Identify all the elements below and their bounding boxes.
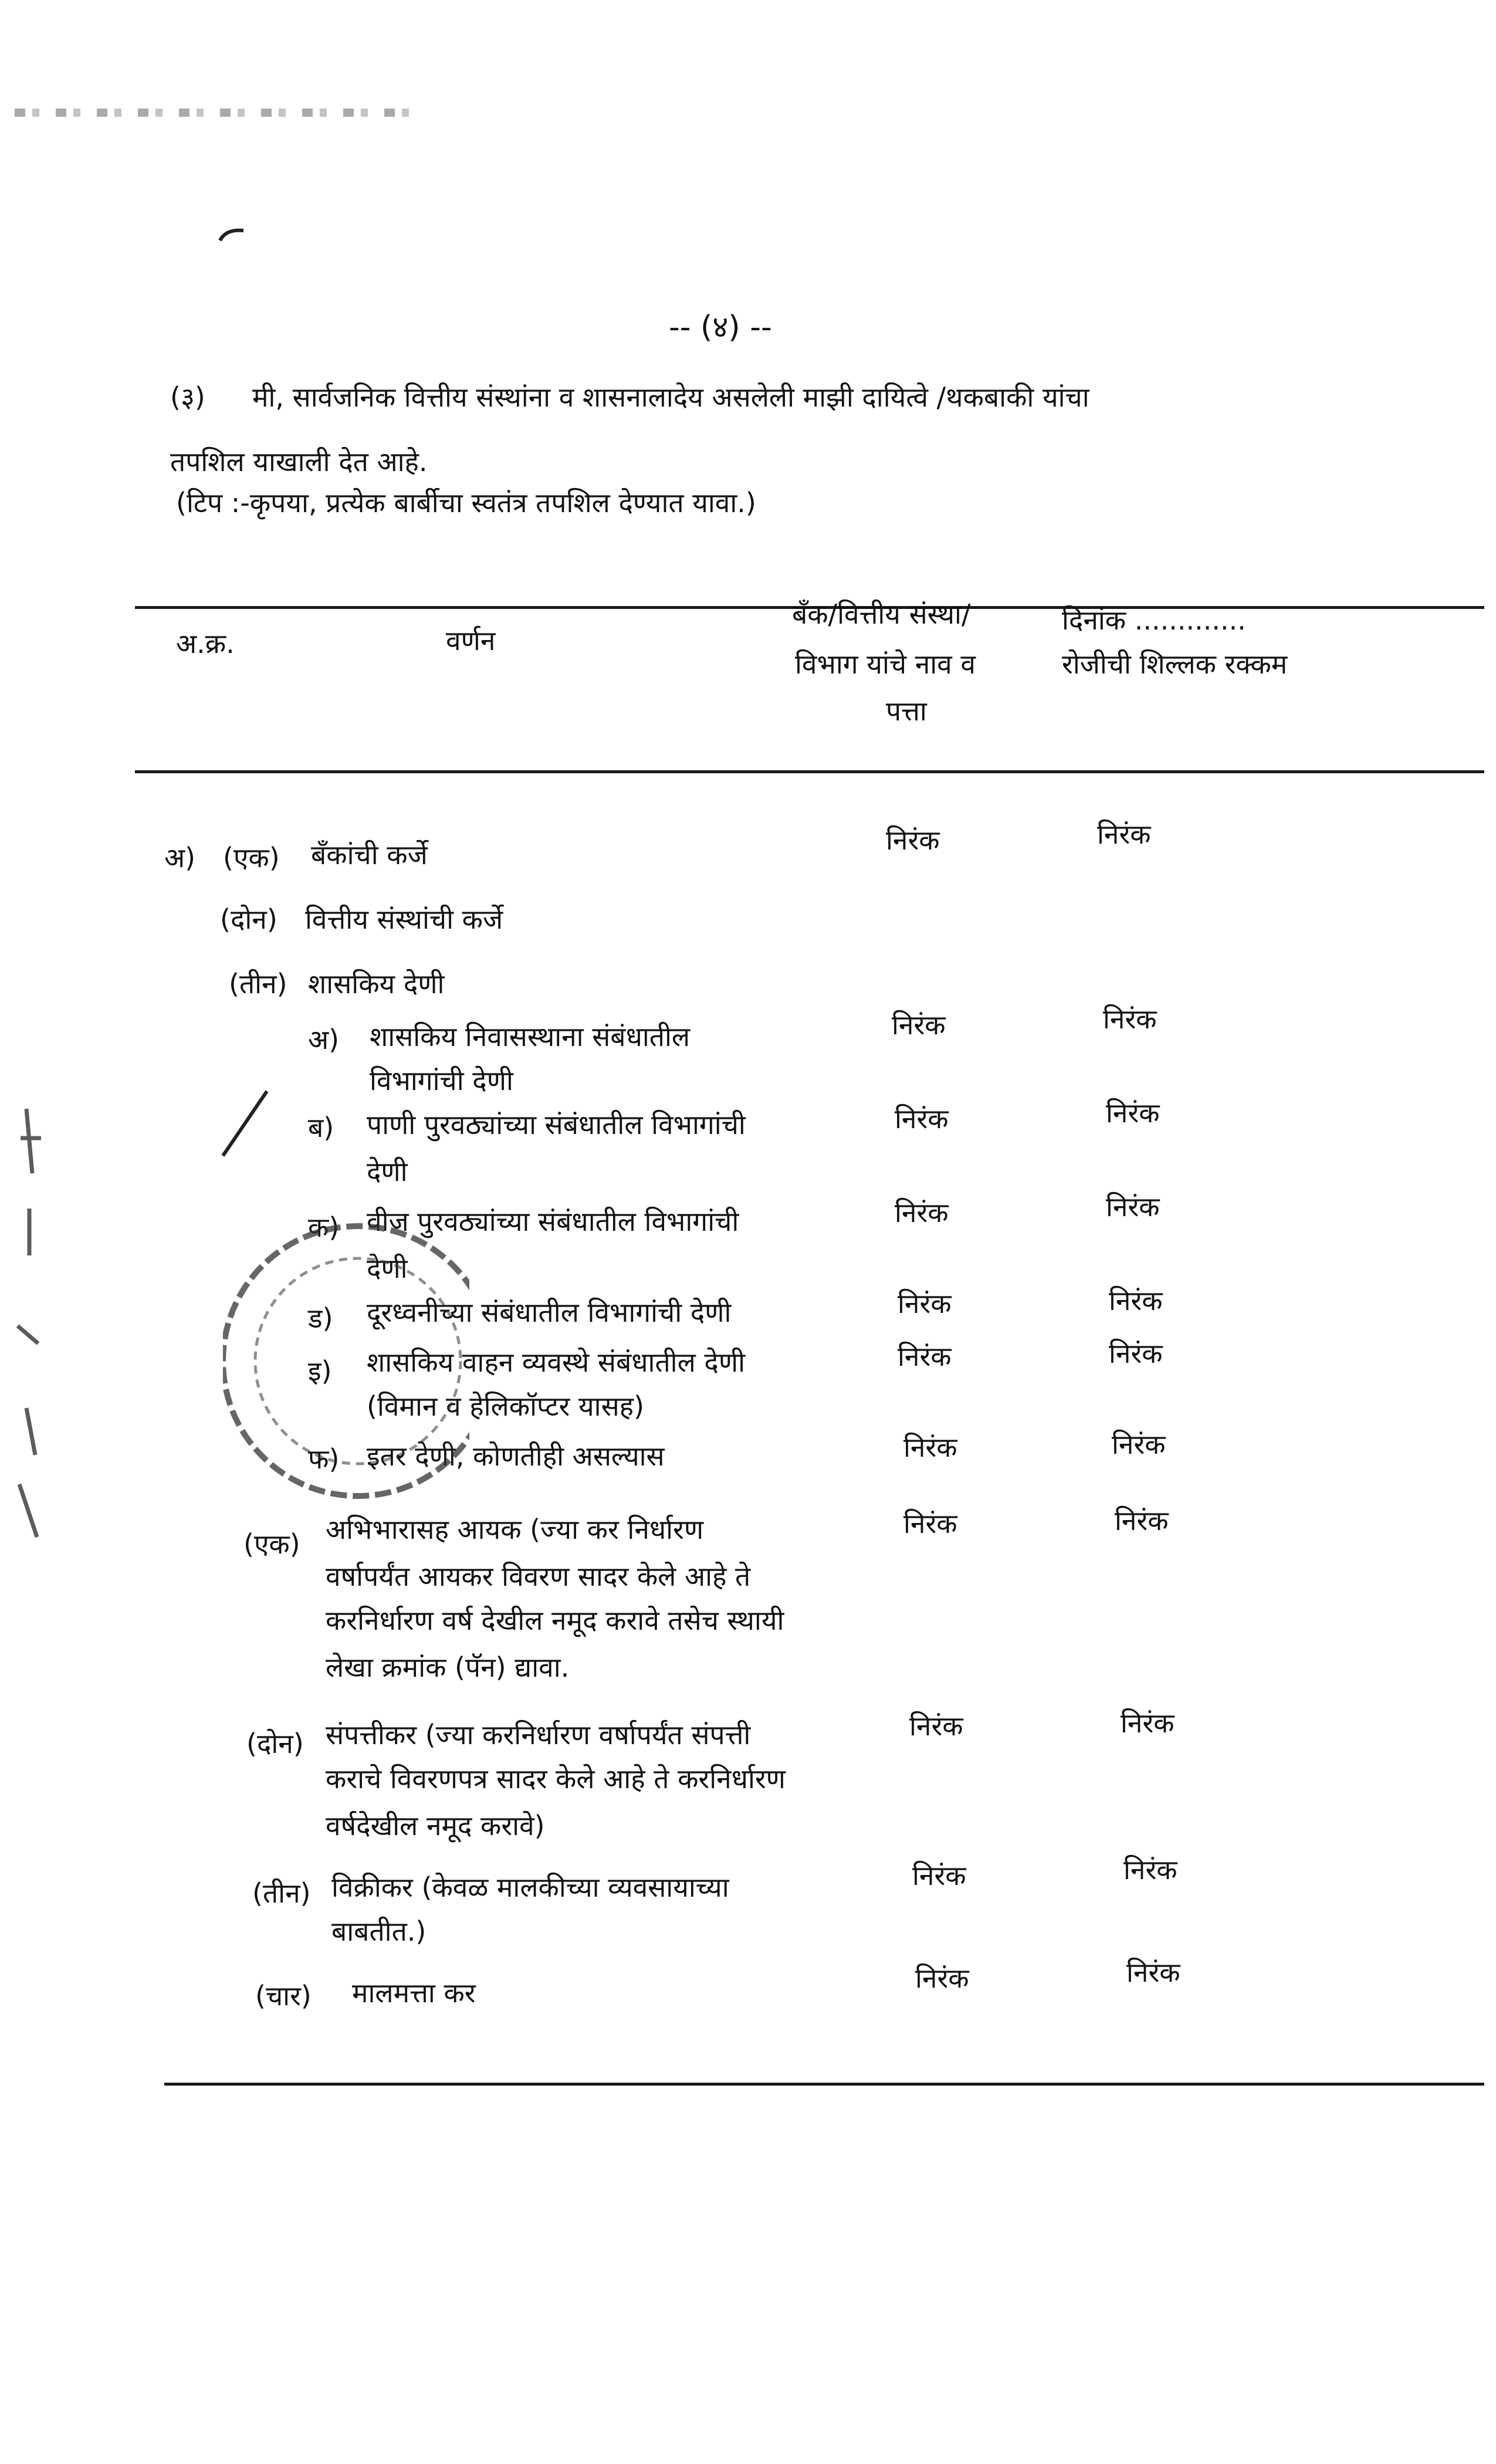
row-sub: इ) <box>308 1355 332 1387</box>
row-amount: निरंक <box>1109 1285 1163 1316</box>
row-text-continued: लेखा क्रमांक (पॅन) द्यावा. <box>326 1651 570 1683</box>
official-stamp <box>223 1167 469 1531</box>
margin-scribble <box>9 1103 50 1549</box>
row-sub: (एक) <box>223 842 280 874</box>
page-number: -- (४) -- <box>669 310 772 345</box>
row-text-continued: देणी <box>367 1156 408 1187</box>
row-bank: निरंक <box>892 1009 946 1041</box>
pen-mark <box>217 1085 276 1162</box>
row-amount: निरंक <box>1097 818 1151 850</box>
table-header-rule <box>135 770 1484 773</box>
row-sub: (तीन) <box>252 1877 311 1909</box>
row-amount: निरंक <box>1106 1097 1160 1129</box>
row-bank: निरंक <box>915 1962 969 1994</box>
header-bank-line-2: विभाग यांचे नाव व <box>795 648 976 680</box>
row-text-continued: वर्षदेखील नमूद करावे) <box>326 1810 545 1842</box>
row-text: विक्रीकर (केवळ मालकीच्या व्यवसायाच्या <box>331 1871 729 1903</box>
row-text: बँकांची कर्जे <box>311 839 428 871</box>
intro-number: (३) <box>170 381 205 413</box>
row-sub: ड) <box>308 1302 333 1334</box>
row-bank: निरंक <box>898 1341 952 1372</box>
row-text-continued: करनिर्धारण वर्ष देखील नमूद करावे तसेच स्थायी <box>326 1605 784 1636</box>
row-text: शासकिय देणी <box>308 968 445 1000</box>
row-amount: निरंक <box>1123 1854 1177 1886</box>
row-text-continued: (विमान व हेलिकॉप्टर यासह) <box>367 1390 645 1422</box>
row-sub: (दोन) <box>220 903 277 935</box>
row-bank: निरंक <box>903 1431 957 1463</box>
row-text: शासकिय वाहन व्यवस्थे संबंधातील देणी <box>367 1346 745 1378</box>
intro-note: (टिप :-कृपया, प्रत्येक बार्बीचा स्वतंत्र तपशिल देण्यात यावा.) <box>176 487 756 519</box>
header-bank-line-3: पत्ता <box>886 695 927 727</box>
row-bank: निरंक <box>903 1508 957 1539</box>
row-text-continued: देणी <box>367 1253 408 1284</box>
row-amount: निरंक <box>1109 1338 1163 1369</box>
header-bank-line-1: बँक/वित्तीय संस्था/ <box>792 598 971 630</box>
row-amount: निरंक <box>1103 1003 1157 1035</box>
table-bottom-rule <box>164 2083 1484 2086</box>
row-sub: फ) <box>308 1443 340 1475</box>
header-date-line-2: रोजीची शिल्लक रक्कम <box>1062 648 1288 680</box>
scan-artifact <box>15 109 414 117</box>
row-sub: (चार) <box>255 1980 312 2012</box>
row-bank: निरंक <box>886 824 940 856</box>
row-bank: निरंक <box>895 1103 949 1135</box>
row-sub: (एक) <box>243 1528 300 1560</box>
row-text: दूरध्वनीच्या संबंधातील विभागांची देणी <box>367 1297 732 1328</box>
row-text: संपत्तीकर (ज्या करनिर्धारण वर्षापर्यंत संपत्ती <box>326 1719 751 1751</box>
row-sub: (तीन) <box>229 968 287 1000</box>
intro-line-2: तपशिल याखाली देत आहे. <box>170 446 428 478</box>
header-description: वर्णन <box>446 625 496 656</box>
row-text: पाणी पुरवठ्यांच्या संबंधातील विभागांची <box>367 1109 746 1140</box>
row-text: मालमत्ता कर <box>352 1977 476 2009</box>
row-bank: निरंक <box>909 1710 963 1742</box>
row-bank: निरंक <box>895 1197 949 1228</box>
row-text: वीज पुरवठ्यांच्या संबंधातील विभागांची <box>367 1206 739 1237</box>
header-serial: अ.क्र. <box>176 628 235 659</box>
row-amount: निरंक <box>1112 1429 1166 1460</box>
row-text-continued: बाबतीत.) <box>331 1915 427 1947</box>
row-text: शासकिय निवासस्थाना संबंधातील <box>370 1021 691 1052</box>
row-text: अभिभारासह आयक (ज्या कर निर्धारण <box>326 1514 704 1545</box>
pen-mark <box>217 226 246 243</box>
row-text-continued: कराचे विवरणपत्र सादर केले आहे ते करनिर्धारण <box>326 1763 786 1795</box>
row-text: वित्तीय संस्थांची कर्जे <box>305 903 503 935</box>
row-sub: (दोन) <box>246 1728 304 1759</box>
header-date-line-1: दिनांक ............. <box>1062 604 1246 636</box>
row-text: इतर देणी, कोणतीही असल्यास <box>367 1440 665 1472</box>
row-text-continued: विभागांची देणी <box>370 1065 513 1096</box>
row-sub: क) <box>308 1211 340 1243</box>
intro-line-1: मी, सार्वजनिक वित्तीय संस्थांना व शासनालादेय असलेली माझी दायित्वे /थकबाकी यांचा <box>252 381 1089 413</box>
row-bank: निरंक <box>898 1288 952 1319</box>
row-text-continued: वर्षापर्यंत आयकर विवरण सादर केले आहे ते <box>326 1561 751 1592</box>
row-amount: निरंक <box>1115 1505 1169 1536</box>
row-label: अ) <box>164 842 196 874</box>
row-amount: निरंक <box>1126 1957 1180 1988</box>
row-sub: ब) <box>308 1112 334 1143</box>
row-sub: अ) <box>308 1024 340 1055</box>
row-bank: निरंक <box>912 1860 966 1891</box>
row-amount: निरंक <box>1121 1707 1175 1739</box>
row-amount: निरंक <box>1106 1191 1160 1223</box>
